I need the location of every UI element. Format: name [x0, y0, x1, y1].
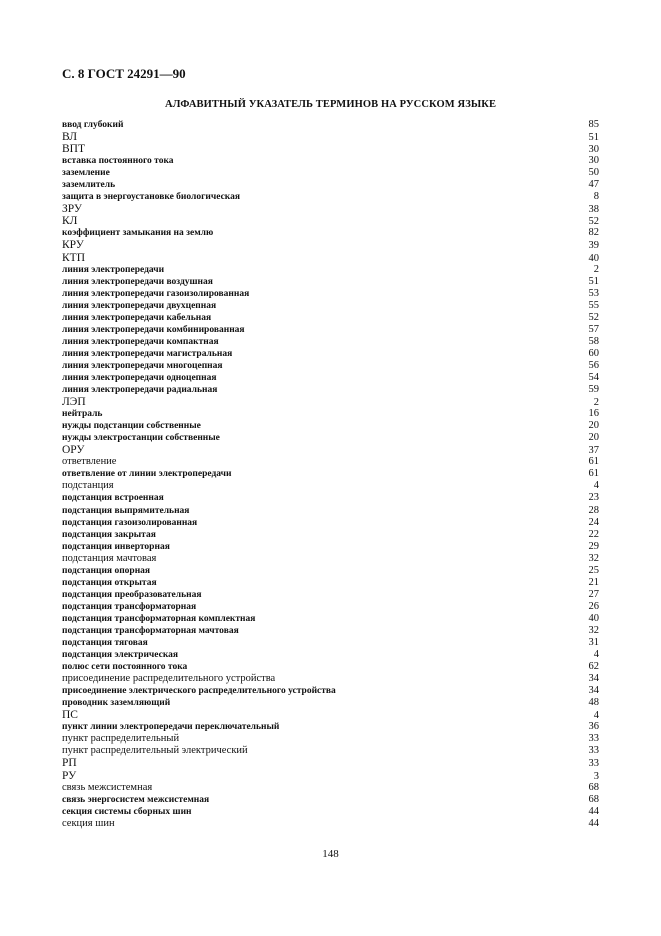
index-term: линия электропередачи кабельная [62, 312, 212, 323]
index-page-ref: 44 [588, 817, 599, 829]
index-entry [62, 565, 599, 577]
index-page-ref: 40 [588, 252, 599, 264]
index-term: линия электропередачи [62, 264, 165, 275]
index-page-ref: 8 [593, 191, 599, 203]
index-entry [62, 529, 599, 541]
index-page-ref: 40 [588, 612, 599, 624]
index-term: подстанция мачтовая [62, 552, 157, 564]
index-term: нужды подстанции собственные [62, 421, 201, 432]
index-page-ref: 68 [588, 793, 599, 805]
index-entry [62, 782, 599, 794]
index-page-ref: 48 [588, 697, 599, 709]
index-entry [62, 167, 599, 179]
index-entry [62, 191, 599, 203]
index-entry [62, 215, 599, 227]
index-term: ЛЭП [62, 396, 86, 409]
index-page-ref: 47 [588, 179, 599, 191]
index-term: ОРУ [62, 444, 85, 457]
index-term: подстанция электрическая [62, 650, 179, 661]
index-term: ответвление [62, 456, 117, 468]
index-entry [62, 577, 599, 589]
index-page-ref: 51 [588, 275, 599, 287]
index-page-ref: 53 [588, 287, 599, 299]
index-page-ref: 33 [588, 745, 599, 757]
page-number: 148 [322, 848, 339, 860]
index-entry [62, 143, 599, 155]
index-entry [62, 517, 599, 529]
index-entry [62, 408, 599, 420]
index-page-ref: 20 [588, 420, 599, 432]
index-term: коэффициент замыкания на землю [62, 228, 214, 239]
index-entry [62, 480, 599, 492]
index-term: линия электропередачи комбинированная [62, 324, 245, 335]
index-page-ref: 27 [588, 588, 599, 600]
index-page-ref: 60 [588, 347, 599, 359]
index-page-ref: 2 [593, 263, 599, 275]
index-entry [62, 372, 599, 384]
index-term: заземлитель [62, 180, 116, 191]
index-term: нужды электростанции собственные [62, 433, 220, 444]
index-entry [62, 324, 599, 336]
index-term: линия электропередачи компактная [62, 336, 219, 347]
index-page-ref: 52 [588, 311, 599, 323]
index-term: пункт распределительный [62, 733, 180, 745]
index-page-ref: 58 [588, 335, 599, 347]
index-term: подстанция встроенная [62, 493, 164, 504]
index-entry [62, 709, 599, 721]
index-page-ref: 4 [593, 710, 599, 722]
index-term: линия электропередачи магистральная [62, 348, 233, 359]
index-entry [62, 661, 599, 673]
index-page-ref: 52 [588, 216, 599, 228]
index-page-ref: 16 [588, 408, 599, 420]
index-page-ref: 30 [588, 144, 599, 156]
index-entry [62, 468, 599, 480]
index-entry [62, 155, 599, 167]
index-entry [62, 625, 599, 637]
index-term: ВПТ [62, 143, 85, 156]
index-entry [62, 312, 599, 324]
index-entry [62, 264, 599, 276]
index-term: подстанция открытая [62, 577, 157, 588]
index-page-ref: 59 [588, 384, 599, 396]
index-page-ref: 61 [588, 456, 599, 468]
index-entry [62, 179, 599, 191]
index-page-ref: 4 [593, 480, 599, 492]
index-entry [62, 721, 599, 733]
index-page-ref: 56 [588, 359, 599, 371]
index-page-ref: 23 [588, 492, 599, 504]
index-page-ref: 44 [588, 805, 599, 817]
index-term: подстанция газоизолированная [62, 517, 198, 528]
index-term: ПС [62, 709, 78, 722]
index-page-ref: 55 [588, 299, 599, 311]
index-term: присоединение распределительного устройства [62, 673, 276, 685]
index-entry [62, 613, 599, 625]
index-entry [62, 745, 599, 757]
index-term: подстанция инверторная [62, 541, 170, 552]
index-term: подстанция трансформаторная комплектная [62, 613, 256, 624]
index-page-ref: 22 [588, 528, 599, 540]
index-page-ref: 85 [588, 119, 599, 130]
index-term: проводник заземляющий [62, 698, 171, 709]
index-page-ref: 68 [588, 781, 599, 793]
index-entry [62, 420, 599, 432]
page-header: С. 8 ГОСТ 24291—90 [62, 66, 186, 81]
index-term: подстанция трансформаторная мачтовая [62, 625, 239, 636]
index-term: подстанция преобразовательная [62, 589, 202, 600]
index-page-ref: 54 [588, 371, 599, 383]
index-entry [62, 637, 599, 649]
index-entry [62, 770, 599, 782]
index-term: ВЛ [62, 131, 78, 144]
index-entry [62, 252, 599, 264]
index-term: полюс сети постоянного тока [62, 662, 188, 673]
index-entry [62, 649, 599, 661]
index-entry [62, 384, 599, 396]
index-term: связь межсистемная [62, 781, 153, 793]
index-title: АЛФАВИТНЫЙ УКАЗАТЕЛЬ ТЕРМИНОВ НА РУССКОМ ЯЗЫКЕ [164, 99, 497, 110]
index-entry [62, 601, 599, 613]
index-term: ЗРУ [62, 203, 83, 216]
index-page-ref: 21 [588, 576, 599, 588]
index-entry [62, 227, 599, 239]
index-entry [62, 492, 599, 504]
index-page-ref: 32 [588, 552, 599, 564]
index-entry [62, 456, 599, 468]
index-term: связь энергосистем межсистемная [62, 794, 210, 805]
index-page-ref: 82 [588, 227, 599, 239]
index-term: подстанция тяговая [62, 638, 148, 649]
index-entry [62, 300, 599, 312]
index-entry [62, 505, 599, 517]
index-entry [62, 360, 599, 372]
index-term: секция шин [62, 817, 115, 829]
index-page-ref: 25 [588, 564, 599, 576]
index-entry [62, 432, 599, 444]
index-entry [62, 131, 599, 143]
index-page-ref: 36 [588, 721, 599, 733]
index-term: линия электропередачи воздушная [62, 276, 213, 287]
index-page-ref: 39 [588, 240, 599, 252]
index-term: РУ [62, 769, 77, 782]
index-term: подстанция закрытая [62, 529, 156, 540]
index-page-ref: 34 [588, 685, 599, 697]
index-page-ref: 33 [588, 733, 599, 745]
index-page-ref: 50 [588, 167, 599, 179]
index-page-ref: 38 [588, 204, 599, 216]
index-term: нейтраль [62, 409, 103, 420]
index-term: секция системы сборных шин [62, 806, 192, 817]
index-entry [62, 541, 599, 553]
index-term: линия электропередачи газоизолированная [62, 288, 250, 299]
index-page-ref: 62 [588, 661, 599, 673]
index-term: пункт линии электропередачи переключательный [62, 722, 280, 733]
index-entry [62, 794, 599, 806]
index-entry [62, 733, 599, 745]
index-page-ref: 51 [588, 132, 599, 144]
index-entry [62, 806, 599, 818]
index-page-ref: 28 [588, 504, 599, 516]
index-entry [62, 348, 599, 360]
index-page-ref: 61 [588, 468, 599, 480]
index-term: КТП [62, 251, 85, 264]
index-entry [62, 697, 599, 709]
index-term: ввод глубокий [62, 120, 124, 130]
index-term: КЛ [62, 215, 78, 228]
index-term: подстанция опорная [62, 565, 151, 576]
index-term: пункт распределительный электрический [62, 745, 248, 757]
index-entry [62, 553, 599, 565]
index-term: подстанция трансформаторная [62, 601, 197, 612]
index-page-ref: 37 [588, 445, 599, 457]
index-entry [62, 336, 599, 348]
index-entry [62, 685, 599, 697]
index-term: РП [62, 757, 77, 770]
index-entry [62, 444, 599, 456]
index-entry [62, 203, 599, 215]
index-entry [62, 673, 599, 685]
index-entry [62, 396, 599, 408]
index-term: заземление [62, 168, 110, 179]
index-page-ref: 33 [588, 758, 599, 770]
index-page-ref: 26 [588, 600, 599, 612]
index-entry [62, 589, 599, 601]
index-page-ref: 57 [588, 323, 599, 335]
index-term: линия электропередачи двухцепная [62, 300, 217, 311]
index-entry [62, 239, 599, 251]
index-entry [62, 757, 599, 769]
index-term: ответвление от линии электропередачи [62, 469, 232, 480]
index-page-ref: 24 [588, 516, 599, 528]
term-index-list [62, 119, 599, 830]
index-term: линия электропередачи радиальная [62, 385, 218, 396]
index-entry [62, 119, 599, 131]
index-page-ref: 2 [593, 397, 599, 409]
index-term: линия электропередачи одноцепная [62, 372, 217, 383]
index-page-ref: 20 [588, 432, 599, 444]
index-page-ref: 3 [593, 770, 599, 782]
index-entry [62, 818, 599, 830]
index-page-ref: 32 [588, 624, 599, 636]
index-page-ref: 29 [588, 540, 599, 552]
index-term: подстанция [62, 480, 114, 492]
index-term: КРУ [62, 239, 84, 252]
index-page-ref: 34 [588, 673, 599, 685]
index-term: линия электропередачи многоцепная [62, 360, 223, 371]
index-term: вставка постоянного тока [62, 156, 174, 167]
index-term: подстанция выпрямительная [62, 505, 190, 516]
index-page-ref: 4 [593, 649, 599, 661]
index-page-ref: 31 [588, 637, 599, 649]
index-entry [62, 276, 599, 288]
index-term: присоединение электрического распределительного устройства [62, 686, 336, 697]
index-term: защита в энергоустановке биологическая [62, 192, 241, 203]
index-entry [62, 288, 599, 300]
index-page-ref: 30 [588, 155, 599, 167]
